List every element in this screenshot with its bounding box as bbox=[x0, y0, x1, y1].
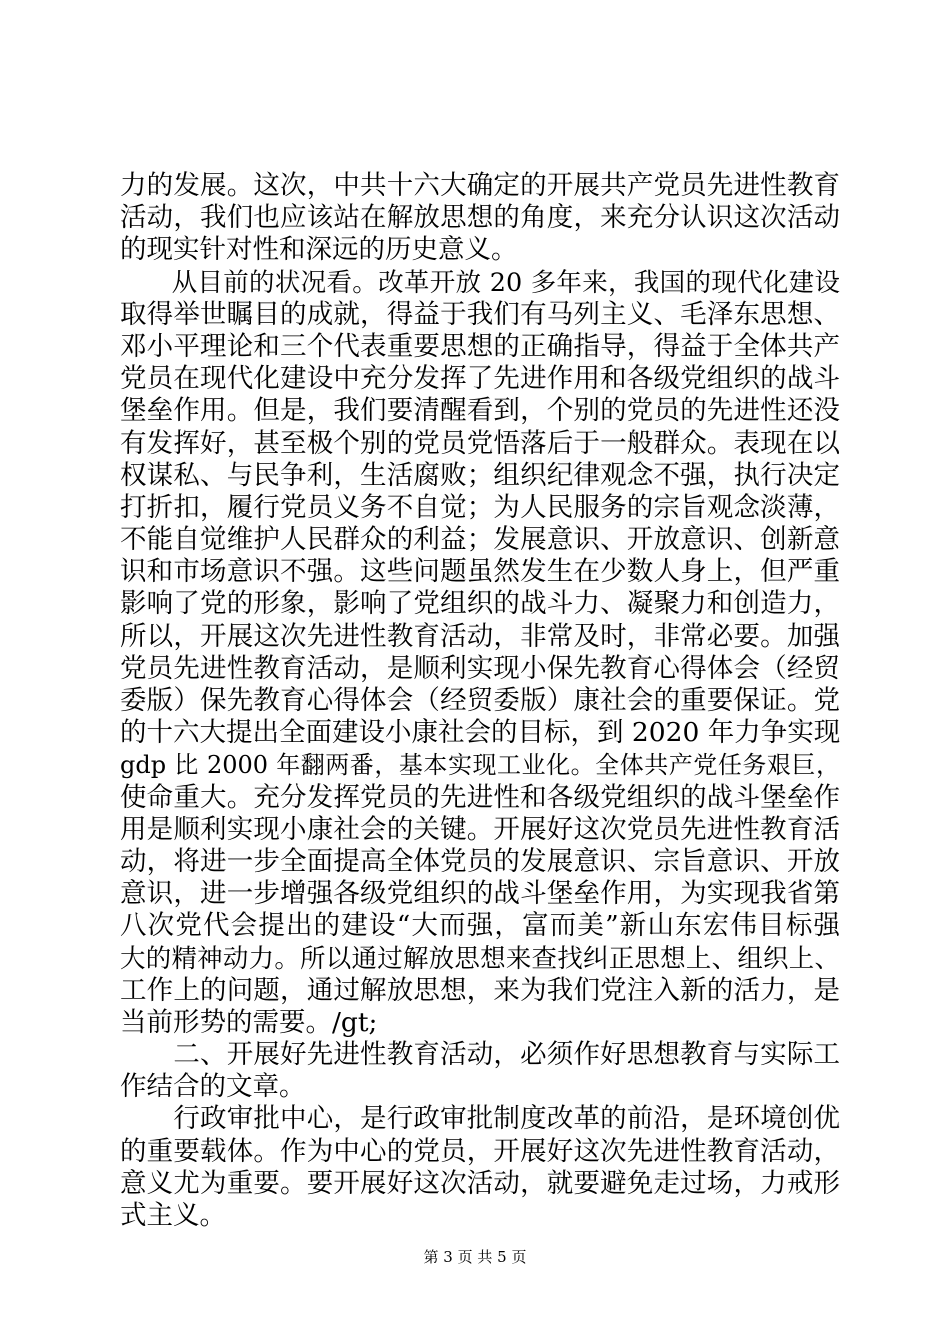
body-line-33: 式主义。 bbox=[120, 1200, 226, 1231]
body-line-3: 的现实针对性和深远的历史意义。 bbox=[120, 234, 518, 266]
body-line-11: 打折扣，履行党员义务不自觉；为人民服务的宗旨观念淡薄， bbox=[120, 491, 840, 523]
body-line-1: 力的发展。这次，中共十六大确定的开展共产党员先进性教育 bbox=[120, 170, 840, 201]
body-line-27: 当前形势的需要。/gt; bbox=[120, 1006, 378, 1038]
body-line-23: 意识，进一步增强各级党组织的战斗堡垒作用，为实现我省第 bbox=[120, 878, 840, 910]
body-line-22: 动，将进一步全面提高全体党员的发展意识、宗旨意识、开放 bbox=[120, 845, 840, 877]
body-line-14: 影响了党的形象，影响了党组织的战斗力、凝聚力和创造力， bbox=[120, 588, 840, 620]
body-line-12: 不能自觉维护人民群众的利益；发展意识、开放意识、创新意 bbox=[120, 524, 840, 556]
body-line-21: 用是顺利实现小康社会的关键。开展好这次党员先进性教育活 bbox=[120, 813, 840, 845]
body-line-29: 作结合的文章。 bbox=[120, 1071, 306, 1103]
body-line-8: 堡垒作用。但是，我们要清醒看到，个别的党员的先进性还没 bbox=[120, 395, 840, 427]
body-line-7: 党员在现代化建设中充分发挥了先进作用和各级党组织的战斗 bbox=[120, 363, 840, 395]
body-line-13: 识和市场意识不强。这些问题虽然发生在少数人身上，但严重 bbox=[120, 556, 840, 588]
body-line-17: 委版）保先教育心得体会（经贸委版）康社会的重要保证。党 bbox=[120, 685, 840, 716]
page-number-footer: 第 3 页 共 5 页 bbox=[423, 1248, 527, 1266]
document-body bbox=[120, 170, 840, 1232]
body-line-26: 工作上的问题，通过解放思想，来为我们党注入新的活力，是 bbox=[120, 974, 840, 1006]
body-line-9: 有发挥好，甚至极个别的党员党悟落后于一般群众。表现在以 bbox=[120, 427, 840, 459]
body-line-24: 八次党代会提出的建设“大而强，富而美”新山东宏伟目标强 bbox=[120, 910, 840, 942]
body-line-32: 意义尤为重要。要开展好这次活动，就要避免走过场，力戒形 bbox=[120, 1167, 840, 1199]
body-line-5: 取得举世瞩目的成就，得益于我们有马列主义、毛泽东思想、 bbox=[120, 298, 840, 330]
body-line-6: 邓小平理论和三个代表重要思想的正确指导，得益于全体共产 bbox=[120, 330, 840, 362]
body-line-4: 从目前的状况看。改革开放 20 多年来，我国的现代化建设 bbox=[120, 267, 840, 298]
body-line-18: 的十六大提出全面建设小康社会的目标，到 2020 年力争实现 bbox=[120, 717, 841, 749]
body-line-28: 二、开展好先进性教育活动，必须作好思想教育与实际工 bbox=[120, 1039, 840, 1071]
body-line-2: 活动，我们也应该站在解放思想的角度，来充分认识这次活动 bbox=[120, 202, 840, 234]
body-line-10: 权谋私、与民争利，生活腐败；组织纪律观念不强，执行决定 bbox=[120, 459, 840, 491]
body-line-16: 党员先进性教育活动，是顺利实现小保先教育心得体会（经贸 bbox=[120, 652, 840, 684]
body-line-30: 行政审批中心，是行政审批制度改革的前沿，是环境创优 bbox=[120, 1103, 840, 1135]
body-line-19: gdp 比 2000 年翻两番，基本实现工业化。全体共产党任务艰巨， bbox=[120, 751, 840, 780]
body-line-25: 大的精神动力。所以通过解放思想来查找纠正思想上、组织上、 bbox=[120, 943, 840, 974]
body-line-31: 的重要载体。作为中心的党员，开展好这次先进性教育活动， bbox=[120, 1135, 840, 1167]
body-line-20: 使命重大。充分发挥党员的先进性和各级党组织的战斗堡垒作 bbox=[120, 781, 840, 813]
body-line-15: 所以，开展这次先进性教育活动，非常及时，非常必要。加强 bbox=[120, 620, 840, 652]
